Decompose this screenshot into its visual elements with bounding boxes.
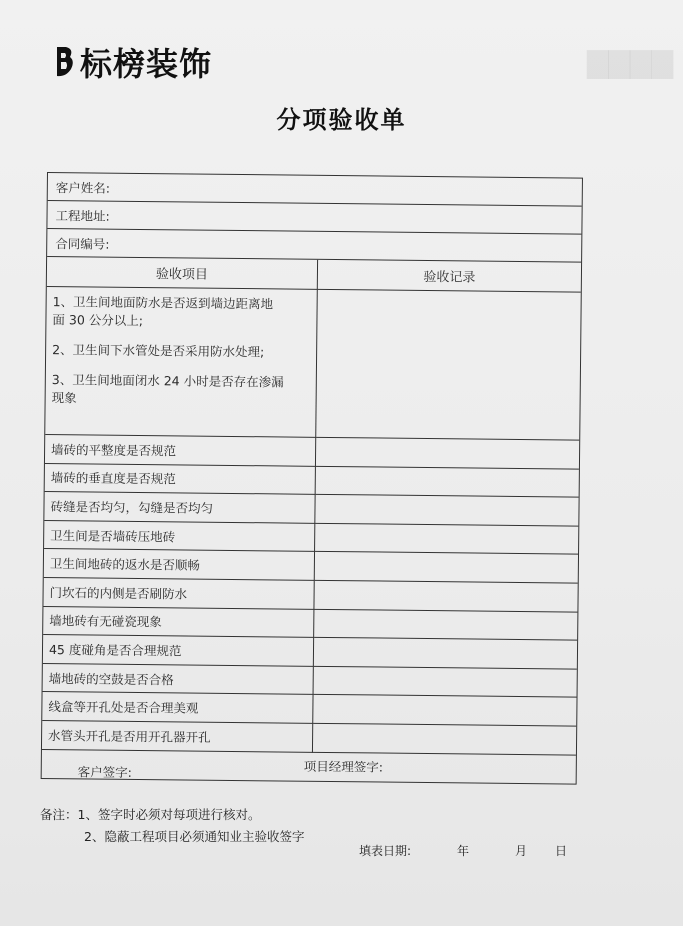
items-grid [42, 257, 581, 755]
item-cell: 水管头开孔是否用开孔器开孔 [42, 721, 313, 752]
item-cell: 卫生间是否墙砖压地砖 [44, 521, 315, 552]
record-cell[interactable] [314, 581, 577, 612]
page-title: 分项验收单 [276, 105, 407, 134]
record-cell[interactable] [314, 638, 577, 669]
item-cell: 砖缝是否均匀，勾缝是否均匀 [44, 492, 315, 523]
month-label: 月 [515, 844, 528, 858]
inspection-table [41, 172, 583, 784]
item-text: 现象 [51, 390, 77, 406]
item-cell: 墙地砖有无碰瓷现象 [43, 607, 314, 638]
brand-mark-icon [54, 45, 76, 79]
remark-line: 2、隐蔽工程项目必须通知业主验收签字 [84, 829, 305, 844]
customer-signature-label[interactable]: 客户签字: [77, 763, 133, 780]
column-header-item: 验收项目 [47, 257, 318, 290]
record-cell[interactable] [316, 466, 579, 497]
item-text: 3、卫生间地面闭水 24 小时是否存在渗漏 [51, 372, 284, 390]
record-cell[interactable] [315, 552, 578, 583]
record-cell[interactable] [316, 290, 581, 441]
fill-date [359, 842, 567, 859]
item-cell: 墙地砖的空鼓是否合格 [43, 664, 314, 695]
item-cell: 线盒等开孔处是否合理美观 [42, 692, 313, 723]
brand-name: 标榜装饰 [80, 45, 213, 83]
customer-name-label: 客户姓名: [55, 179, 111, 196]
signature-row [42, 750, 576, 784]
record-cell[interactable] [313, 724, 576, 755]
record-cell[interactable] [313, 695, 576, 726]
date-label: 填表日期: [359, 844, 412, 858]
record-cell[interactable] [315, 524, 578, 555]
contract-number-label: 合同编号: [55, 235, 110, 252]
remark-line: 备注：1、签字时必须对每项进行核对。 [40, 807, 261, 822]
address-label: 工程地址: [55, 207, 110, 224]
item-text: 面 30 公分以上; [52, 312, 144, 329]
remarks [40, 804, 304, 848]
manager-signature-label[interactable]: 项目经理签字: [303, 758, 384, 775]
day-label: 日 [555, 844, 568, 858]
item-cell: 45 度碰角是否合理规范 [43, 635, 314, 666]
show-through-text: ▇▇▇▇ [586, 46, 673, 79]
item-cell: 门坎石的内侧是否刷防水 [43, 578, 314, 609]
brand-logo [54, 42, 212, 82]
record-cell[interactable] [315, 495, 578, 526]
item-cell: 卫生间地砖的返水是否顺畅 [44, 549, 315, 580]
record-cell[interactable] [316, 438, 579, 469]
multi-item-cell [45, 287, 318, 438]
item-text: 1、卫生间地面防水是否返到墙边距离地 [52, 294, 274, 312]
item-cell: 墙砖的垂直度是否规范 [45, 464, 316, 495]
record-cell[interactable] [314, 609, 577, 640]
column-header-record: 验收记录 [318, 260, 581, 293]
item-text: 2、卫生间下水管处是否采用防水处理; [52, 342, 265, 360]
item-cell: 墙砖的平整度是否规范 [45, 435, 316, 466]
year-label: 年 [457, 844, 470, 858]
record-cell[interactable] [314, 667, 577, 698]
